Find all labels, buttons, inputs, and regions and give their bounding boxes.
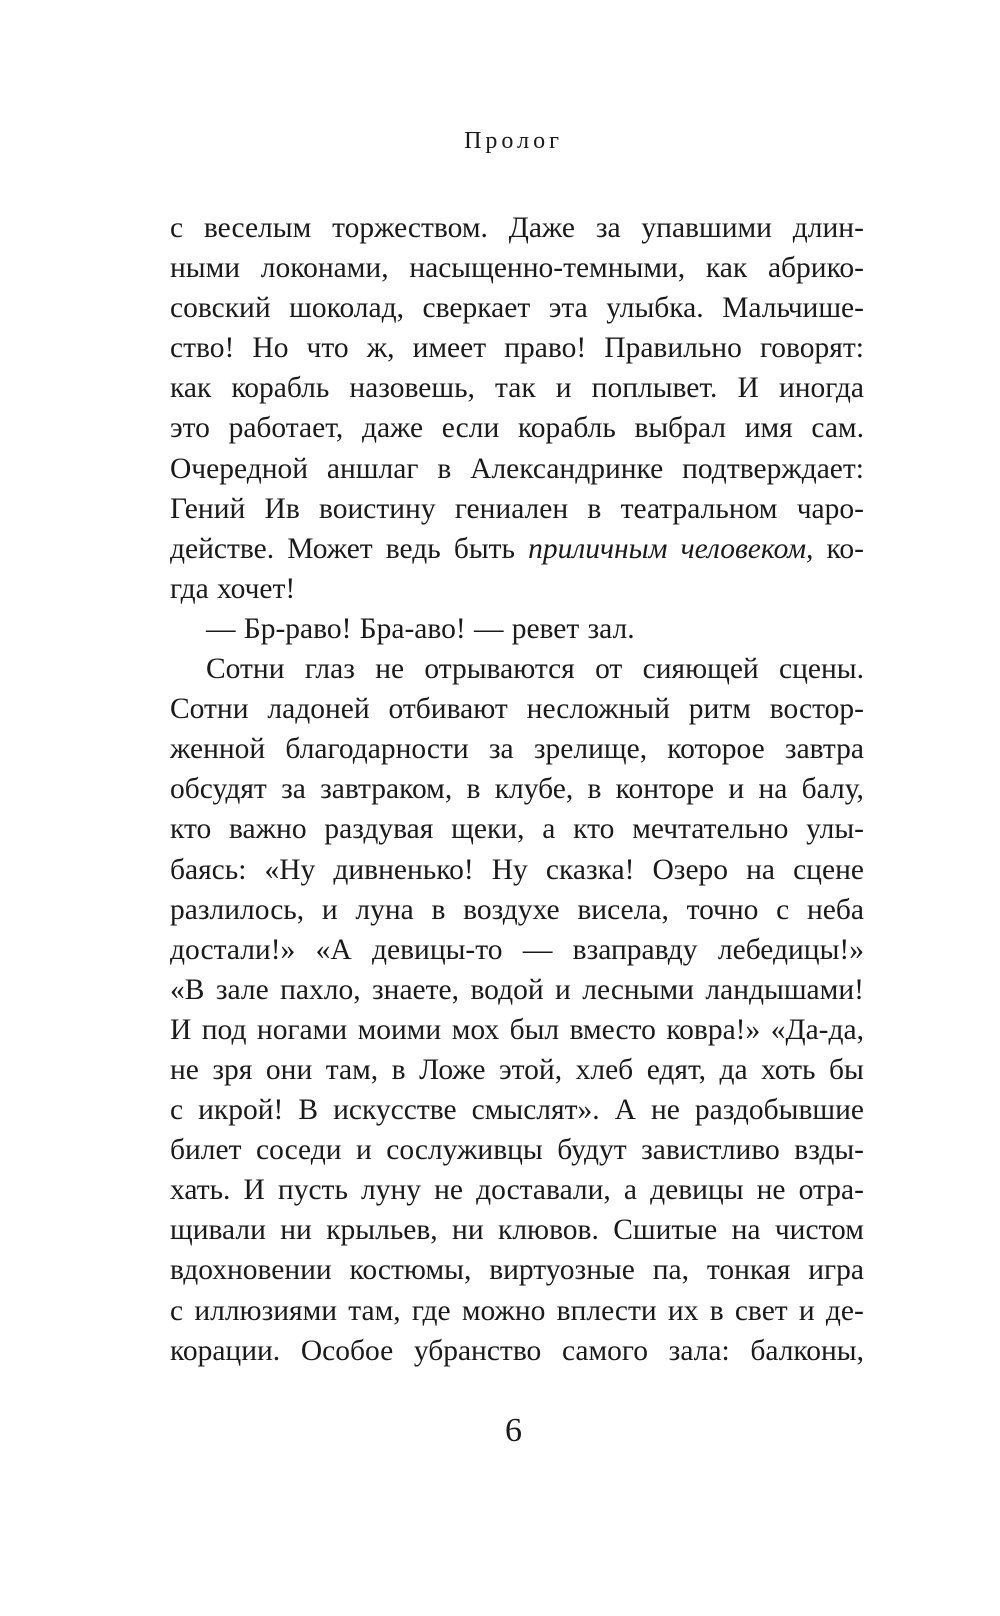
text-line: щивали ни крыльев, ни клювов. Сшитые на чистом — [170, 1214, 864, 1247]
text-line: с веселым торжеством. Даже за упавшими длин- — [170, 212, 864, 244]
body-text — [170, 208, 864, 1371]
text-line: баясь: «Ну дивненько! Ну сказка! Озеро на сцене — [170, 853, 864, 886]
text-line: гда хочет! — [170, 572, 296, 605]
text-line: ство! Но что ж, имеет право! Правильно говорят: — [170, 332, 864, 365]
text-line: «В зале пахло, знаете, водой и лесными ландышами! — [170, 973, 864, 1006]
text-line: билет соседи и сослуживцы будут завистливо взды- — [170, 1134, 864, 1167]
text-line: не зря они там, в Ложе этой, хлеб едят, да хоть бы — [170, 1053, 864, 1086]
page-number: 6 — [505, 1412, 522, 1449]
running-header: Пролог — [464, 128, 563, 154]
text-line: И под ногами моими мох был вместо ковра!» «Да-да, — [170, 1013, 864, 1046]
text-line: с иллюзиями там, где можно вплести их в свет и де- — [170, 1294, 864, 1327]
text-line: вдохновении костюмы, виртуозные па, тонкая игра — [170, 1254, 864, 1287]
text-line: Гений Ив воистину гениален в театральном чаро- — [170, 492, 864, 525]
text-line: Сотни глаз не отрываются от сияющей сцены. — [206, 653, 864, 686]
text-line: Очередной аншлаг в Александринке подтверждает: — [170, 452, 864, 485]
text-line: — Бр-раво! Бра-аво! — ревет зал. — [206, 612, 635, 645]
text-line: разлилось, и луна в воздухе висела, точно с неба — [170, 893, 864, 926]
text-line: действе. Может ведь быть приличным человеком, ко- — [170, 532, 864, 565]
text-line: хать. И пусть луну не доставали, а девицы не отра- — [170, 1174, 864, 1207]
text-line: как корабль назовешь, так и поплывет. И иногда — [170, 372, 864, 405]
text-line: Сотни ладоней отбивают несложный ритм востор- — [170, 693, 864, 726]
text-line: кто важно раздувая щеки, а кто мечтательно улы- — [170, 813, 864, 846]
text-line: достали!» «А девицы-то — взаправду лебедицы!» — [170, 933, 864, 966]
text-line: совский шоколад, сверкает эта улыбка. Мальчише- — [170, 292, 864, 325]
text-line: женной благодарности за зрелище, которое завтра — [170, 733, 864, 766]
text-line: ными локонами, насыщенно-темными, как абрико- — [170, 252, 864, 285]
text-line: обсудят за завтраком, в клубе, в конторе и на балу, — [170, 773, 864, 806]
text-line: с икрой! В искусстве смыслят». А не раздобывшие — [170, 1094, 864, 1127]
text-line: корации. Особое убранство самого зала: балконы, — [170, 1334, 864, 1367]
text-line: это работает, даже если корабль выбрал имя сам. — [170, 412, 864, 445]
